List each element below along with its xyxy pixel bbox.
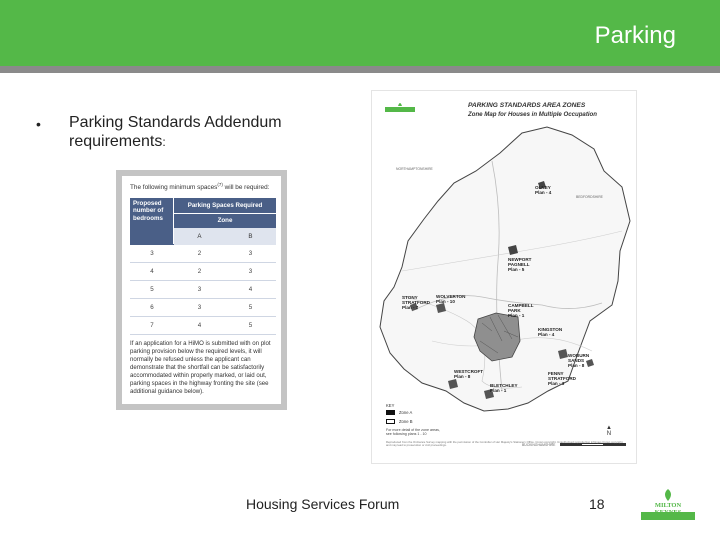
cell-bedrooms: 3: [150, 250, 154, 257]
bullet-text-main: Parking Standards Addendum requirements: [69, 114, 282, 150]
map-key-note: For more detail of the zone areas, see following plans 1 - 10: [386, 428, 440, 437]
logo-leaf-icon: [661, 488, 675, 502]
map-place-label: NORTHAMPTONSHIRE: [396, 167, 433, 171]
cell-bedrooms: 4: [150, 268, 154, 275]
header-zone: Zone: [217, 217, 233, 224]
north-arrow-icon: ▲ N: [606, 425, 612, 437]
header-spaces-group: [174, 198, 276, 245]
map-label-westcroft: WESTCROFT Plan - 8: [454, 369, 484, 380]
map-place-label: BUCKINGHAMSHIRE: [522, 443, 556, 447]
header-zone-a: A: [197, 233, 202, 240]
parking-table-panel: [122, 176, 281, 404]
table-intro-footnote: (7): [217, 182, 223, 187]
cell-zone-a: 3: [197, 304, 202, 311]
map-title: PARKING STANDARDS AREA ZONES: [468, 102, 586, 109]
map-key-title: KEY: [386, 403, 395, 408]
cell-zone-a: 2: [197, 268, 202, 275]
cell-zone-b: 4: [248, 286, 253, 293]
header-zone-columns: [174, 228, 276, 245]
header-bedrooms: Proposed number of bedrooms: [130, 198, 174, 244]
cell-zone-a: 2: [197, 250, 202, 257]
map-label-newport: NEWPORT PAGNELL Plan - 5: [508, 257, 532, 273]
page-number: 18: [589, 496, 605, 512]
table-row: [130, 263, 276, 281]
map-label-fenny: FENNY STRATFORD Plan - 3: [548, 371, 576, 387]
key-label-zone-b: Zone B: [399, 419, 413, 424]
map-place-label: BEDFORDSHIRE: [576, 195, 603, 199]
key-label-zone-a: Zone A: [399, 410, 413, 415]
map-footnote: Reproduced from the Ordnance Survey mapping with the permission of the Controller of Her Majesty's Stationery Office. Crown copyright. Unauthorised reproduction infringes Crown copyright and may lead to prosecution or civil proceedings.: [386, 440, 623, 448]
map-label-stony: STONY STRATFORD Plan - 7: [402, 295, 430, 311]
table-note: If an application for a HiMO is submitted with on plot parking provision below the required levels, it will normally be refused unless the applicant can demonstrate that the shortfall can be satisfactorily accommodated within properly marked, or laid out, parking spaces in the highway fronting the site (see additional guidance below).: [130, 340, 271, 395]
cell-zone-a: 4: [197, 322, 202, 329]
table-row: [130, 281, 276, 299]
milton-keynes-logo: [641, 488, 695, 522]
cell-zone-b: 5: [248, 322, 253, 329]
table-intro: [130, 182, 269, 191]
map-subtitle: Zone Map for Houses in Multiple Occupation: [468, 111, 597, 118]
parking-table-image: [116, 170, 287, 410]
cell-zone-b: 3: [248, 250, 253, 257]
map-label-campbell: CAMPBELL PARK Plan - 1: [508, 303, 534, 319]
footer-text: Housing Services Forum: [246, 496, 400, 512]
map-label-olney: OLNEY Plan - 4: [535, 185, 552, 196]
header-spaces: Parking Spaces Required: [174, 198, 276, 214]
cell-zone-b: 3: [248, 268, 253, 275]
parking-standards-table: [130, 198, 276, 335]
bullet-text-suffix: :: [162, 135, 166, 149]
table-intro-end: will be required:: [222, 184, 270, 192]
bullet-marker: •: [36, 116, 41, 132]
header-divider: [0, 66, 720, 73]
key-swatch-zone-b: [386, 419, 395, 424]
map-label-woburn: WOBURN SANDS Plan - 8: [568, 353, 590, 369]
table-row: [130, 245, 276, 263]
table-intro-text: The following minimum spaces: [130, 184, 218, 192]
cell-bedrooms: 7: [150, 322, 154, 329]
bullet-text: [69, 113, 309, 152]
map-label-bletchley: BLETCHLEY Plan - 1: [490, 383, 518, 394]
cell-zone-b: 5: [248, 304, 253, 311]
zone-map-image: [371, 90, 637, 464]
key-swatch-zone-a: [386, 410, 395, 415]
table-row: [130, 299, 276, 317]
logo-wordmark: MILTON: [654, 502, 682, 509]
cell-bedrooms: 6: [150, 304, 154, 311]
cell-bedrooms: 5: [150, 286, 154, 293]
borough-outline: [372, 91, 636, 463]
map-label-kingston: KINGSTON Plan - 4: [538, 327, 563, 338]
table-header: [130, 198, 276, 245]
header-zone-b: B: [248, 233, 253, 240]
slide-title: Parking: [594, 22, 676, 49]
map-label-wolverton: WOLVERTON Plan - 10: [436, 294, 466, 305]
table-row: [130, 317, 276, 335]
logo-bar: [641, 512, 695, 520]
cell-zone-a: 3: [197, 286, 202, 293]
